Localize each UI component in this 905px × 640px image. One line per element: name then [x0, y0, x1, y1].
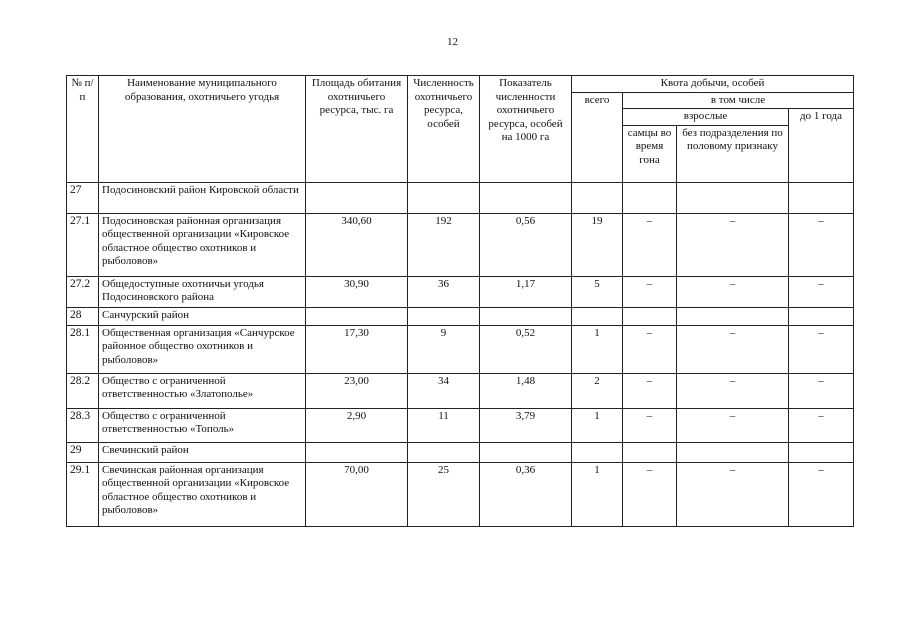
cell-area: 2,90 — [306, 408, 408, 442]
cell-under1 — [789, 307, 854, 325]
header-count: Численность охотничьего ресурса, особей — [408, 76, 480, 183]
cell-area — [306, 442, 408, 462]
cell-under1: – — [789, 373, 854, 408]
cell-density: 1,48 — [480, 373, 572, 408]
cell-density: 0,36 — [480, 462, 572, 526]
quota-table — [66, 75, 854, 527]
cell-no-sex: – — [677, 462, 789, 526]
cell-males: – — [623, 276, 677, 307]
cell-no-sex — [677, 442, 789, 462]
cell-count: 192 — [408, 213, 480, 276]
table-body — [67, 182, 854, 526]
header-no-sex: без подразделения по половому признаку — [677, 125, 789, 182]
table-header — [67, 76, 854, 183]
cell-name: Подосиновский район Кировской области — [99, 182, 306, 213]
header-including: в том числе — [623, 92, 854, 109]
cell-name: Подосиновская районная организация общественной организации «Кировское областное общество охотников и рыболовов» — [99, 213, 306, 276]
cell-num: 29 — [67, 442, 99, 462]
cell-density: 3,79 — [480, 408, 572, 442]
header-under1: до 1 года — [789, 109, 854, 183]
cell-area: 30,90 — [306, 276, 408, 307]
cell-count — [408, 307, 480, 325]
cell-num: 28.1 — [67, 325, 99, 373]
cell-males — [623, 307, 677, 325]
cell-density — [480, 182, 572, 213]
cell-count: 9 — [408, 325, 480, 373]
cell-name: Свечинская районная организация общественной организации «Кировское областное общество охотников и рыболовов» — [99, 462, 306, 526]
cell-density: 0,56 — [480, 213, 572, 276]
cell-num: 28.3 — [67, 408, 99, 442]
header-density: Показатель численности охотничьего ресурса, особей на 1000 га — [480, 76, 572, 183]
cell-name: Общедоступные охотничьи угодья Подосиновского района — [99, 276, 306, 307]
cell-area: 23,00 — [306, 373, 408, 408]
header-quota: Квота добычи, особей — [572, 76, 854, 93]
cell-total — [572, 182, 623, 213]
cell-total — [572, 307, 623, 325]
cell-total: 1 — [572, 325, 623, 373]
cell-name: Общество с ограниченной ответственностью «Златополье» — [99, 373, 306, 408]
cell-num: 28.2 — [67, 373, 99, 408]
cell-no-sex — [677, 182, 789, 213]
cell-name: Санчурский район — [99, 307, 306, 325]
cell-under1: – — [789, 213, 854, 276]
cell-no-sex: – — [677, 325, 789, 373]
cell-area — [306, 307, 408, 325]
cell-count: 11 — [408, 408, 480, 442]
table-row — [67, 373, 854, 408]
cell-count: 25 — [408, 462, 480, 526]
table-row — [67, 442, 854, 462]
header-males: самцы во время гона — [623, 125, 677, 182]
cell-total: 5 — [572, 276, 623, 307]
cell-name: Общество с ограниченной ответственностью «Тополь» — [99, 408, 306, 442]
header-area: Площадь обитания охотничьего ресурса, тыс. га — [306, 76, 408, 183]
cell-density: 0,52 — [480, 325, 572, 373]
cell-density: 1,17 — [480, 276, 572, 307]
cell-total: 1 — [572, 462, 623, 526]
cell-count — [408, 182, 480, 213]
cell-no-sex: – — [677, 408, 789, 442]
cell-no-sex: – — [677, 276, 789, 307]
cell-under1 — [789, 182, 854, 213]
cell-males: – — [623, 408, 677, 442]
table-row — [67, 462, 854, 526]
cell-num: 27.2 — [67, 276, 99, 307]
cell-num: 28 — [67, 307, 99, 325]
table-row — [67, 276, 854, 307]
header-adults: взрослые — [623, 109, 789, 126]
cell-under1 — [789, 442, 854, 462]
cell-name: Свечинский район — [99, 442, 306, 462]
cell-under1: – — [789, 325, 854, 373]
cell-total — [572, 442, 623, 462]
cell-no-sex — [677, 307, 789, 325]
cell-num: 29.1 — [67, 462, 99, 526]
header-total: всего — [572, 92, 623, 182]
table-row — [67, 408, 854, 442]
cell-no-sex: – — [677, 213, 789, 276]
cell-num: 27 — [67, 182, 99, 213]
cell-no-sex: – — [677, 373, 789, 408]
cell-count: 34 — [408, 373, 480, 408]
cell-males — [623, 442, 677, 462]
cell-under1: – — [789, 462, 854, 526]
cell-name: Общественная организация «Санчурское районное общество охотников и рыболовов» — [99, 325, 306, 373]
header-num: № п/п — [67, 76, 99, 183]
cell-males: – — [623, 325, 677, 373]
table-row — [67, 325, 854, 373]
table-row — [67, 182, 854, 213]
page-number: 12 — [447, 36, 458, 48]
cell-density — [480, 307, 572, 325]
cell-area: 340,60 — [306, 213, 408, 276]
cell-count: 36 — [408, 276, 480, 307]
cell-area — [306, 182, 408, 213]
cell-males: – — [623, 462, 677, 526]
cell-total: 1 — [572, 408, 623, 442]
cell-count — [408, 442, 480, 462]
table-row — [67, 213, 854, 276]
cell-total: 2 — [572, 373, 623, 408]
cell-area: 70,00 — [306, 462, 408, 526]
cell-males: – — [623, 373, 677, 408]
cell-under1: – — [789, 408, 854, 442]
cell-area: 17,30 — [306, 325, 408, 373]
cell-density — [480, 442, 572, 462]
cell-under1: – — [789, 276, 854, 307]
table-row — [67, 307, 854, 325]
cell-num: 27.1 — [67, 213, 99, 276]
cell-males — [623, 182, 677, 213]
cell-males: – — [623, 213, 677, 276]
header-name: Наименование муниципального образования, охотничьего угодья — [99, 76, 306, 183]
cell-total: 19 — [572, 213, 623, 276]
